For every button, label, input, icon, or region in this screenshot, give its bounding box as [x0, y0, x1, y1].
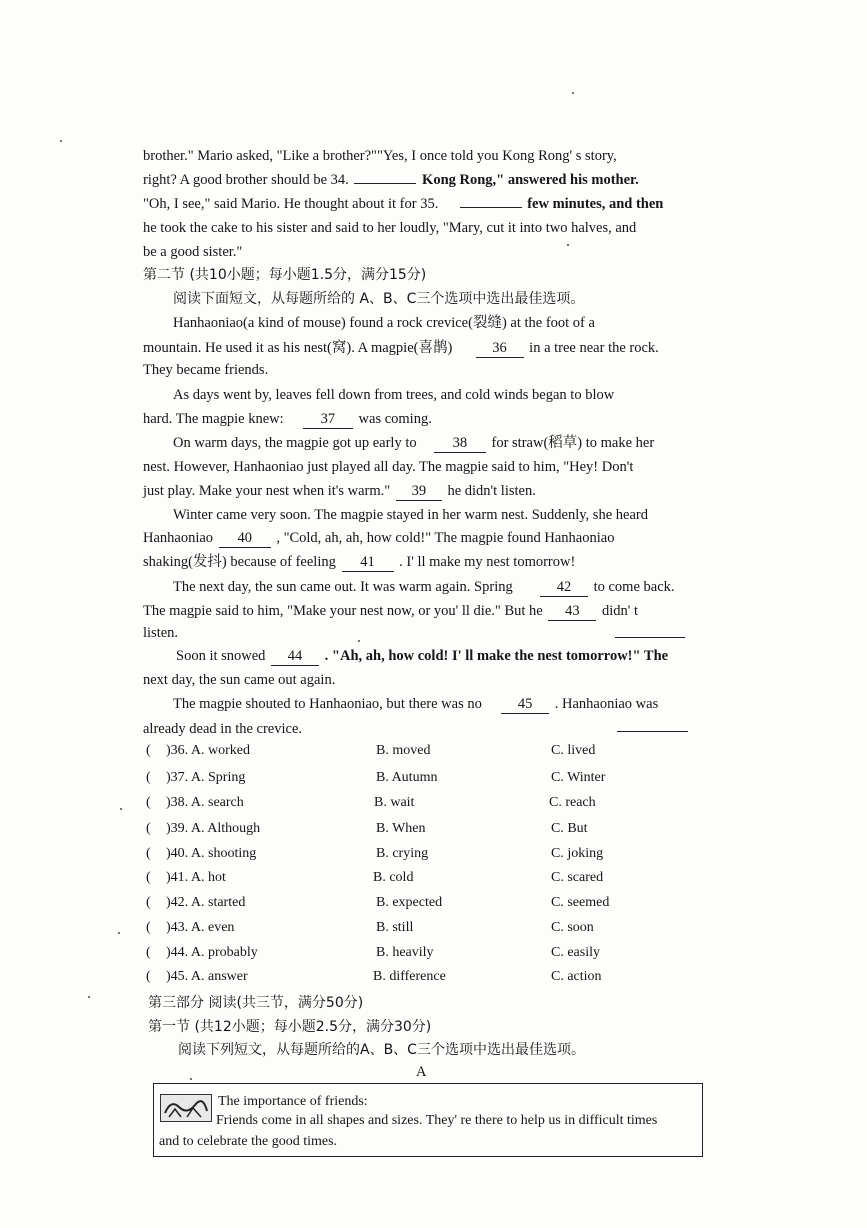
stray-rule — [617, 731, 688, 732]
blank-39: 39 — [396, 483, 442, 501]
option-b: B. wait — [374, 795, 415, 810]
blank-34 — [354, 183, 416, 184]
passage-line: Hanhaoniao 40 , "Cold, ah, ah, how cold!" The magpie found Hanhaoniao — [143, 530, 615, 546]
passage-line: just play. Make your nest when it's warm." 39 he didn't listen. — [143, 483, 536, 499]
intro-line-2: right? A good brother should be 34. Kong Rong," answered his mother. — [143, 172, 639, 188]
option-c: C. reach — [549, 795, 596, 810]
option-row-41: ( )41. A. hot B. cold C. scared — [143, 867, 743, 889]
section2-title: 第二节 (共10小题；每小题1.5分，满分15分) — [143, 267, 427, 283]
option-b: B. expected — [376, 895, 443, 910]
part3-section1-title: 第一节 (共12小题；每小题2.5分，满分30分) — [148, 1019, 432, 1035]
option-a: )42. A. started — [166, 895, 246, 910]
friends-logo-icon — [160, 1094, 212, 1122]
friends-logo-icon-svg — [161, 1095, 211, 1121]
option-b: B. When — [376, 821, 426, 836]
passage-line: The magpie said to him, "Make your nest now, or you' ll die." But he 43 didn' t — [143, 603, 639, 619]
option-b: B. still — [376, 920, 414, 935]
passage-line: On warm days, the magpie got up early to 38 for straw(稻草) to make her — [173, 435, 655, 451]
blank-43: 43 — [548, 603, 596, 621]
option-a: )39. A. Although — [166, 821, 261, 836]
option-a: )38. A. search — [166, 795, 244, 810]
passage-line: Hanhaoniao(a kind of mouse) found a rock crevice(裂缝) at the foot of a — [173, 315, 595, 331]
passage-line: listen. — [143, 625, 179, 641]
option-b: B. crying — [376, 846, 429, 861]
blank-42: 42 — [540, 579, 588, 597]
option-b: B. cold — [373, 870, 414, 885]
box-line-1: Friends come in all shapes and sizes. They' re there to help us in difficult times — [216, 1113, 658, 1128]
passage-line: shaking(发抖) because of feeling 41 . I' ll make my nest tomorrow! — [143, 554, 576, 570]
passage-letter: A — [416, 1064, 427, 1080]
scan-speck — [88, 996, 90, 998]
option-row-36: ( )36. A. worked B. moved C. lived — [143, 740, 743, 762]
option-a: )41. A. hot — [166, 870, 226, 885]
option-row-42: ( )42. A. started B. expected C. seemed — [143, 892, 743, 914]
option-c: C. joking — [551, 846, 604, 861]
option-c: C. action — [551, 969, 602, 984]
option-c: C. easily — [551, 945, 600, 960]
section2-instruction: 阅读下面短文，从每题所给的 A、B、C三个选项中选出最佳选项。 — [173, 291, 585, 307]
scan-speck — [190, 1078, 192, 1080]
passage-line: The next day, the sun came out. It was warm again. Spring 42 to come back. — [173, 579, 675, 595]
blank-38: 38 — [434, 435, 486, 453]
option-row-43: ( )43. A. even B. still C. soon — [143, 917, 743, 939]
blank-40: 40 — [219, 530, 271, 548]
option-a: )37. A. Spring — [166, 770, 246, 785]
passage-line: already dead in the crevice. — [143, 721, 303, 737]
passage-line: Winter came very soon. The magpie stayed in her warm nest. Suddenly, she heard — [173, 507, 648, 523]
intro-line-3: "Oh, I see," said Mario. He thought about it for 35. few minutes, and then — [143, 196, 664, 212]
passage-line: next day, the sun came out again. — [143, 672, 336, 688]
intro-line-1: brother." Mario asked, "Like a brother?""Yes, I once told you Kong Rong' s story, — [143, 148, 617, 164]
option-b: B. Autumn — [376, 770, 438, 785]
passage-line: They became friends. — [143, 362, 269, 378]
option-b: B. difference — [373, 969, 446, 984]
option-c: C. seemed — [551, 895, 610, 910]
option-row-39: ( )39. A. Although B. When C. But — [143, 818, 743, 840]
option-c: C. scared — [551, 870, 604, 885]
scan-speck — [358, 640, 360, 642]
passage-line: The magpie shouted to Hanhaoniao, but there was no 45 . Hanhaoniao was — [173, 696, 659, 712]
option-a: )40. A. shooting — [166, 846, 257, 861]
intro-line-5: be a good sister." — [143, 244, 243, 260]
passage-line: Soon it snowed 44 . "Ah, ah, how cold! I' ll make the nest tomorrow!" The — [176, 648, 669, 664]
scan-speck — [60, 140, 62, 142]
option-row-38: ( )38. A. search B. wait C. reach — [143, 792, 743, 814]
box-title: The importance of friends: — [218, 1094, 368, 1109]
scan-speck — [572, 92, 574, 94]
option-row-45: ( )45. A. answer B. difference C. action — [143, 966, 743, 988]
part3-instruction: 阅读下列短文，从每题所给的A、B、C三个选项中选出最佳选项。 — [178, 1042, 585, 1058]
passage-line: nest. However, Hanhaoniao just played all day. The magpie said to him, "Hey! Don't — [143, 459, 634, 475]
blank-41: 41 — [342, 554, 394, 572]
option-a: )43. A. even — [166, 920, 235, 935]
scan-speck — [567, 244, 569, 246]
option-c: C. But — [551, 821, 588, 836]
box-line-2: and to celebrate the good times. — [159, 1134, 338, 1149]
option-c: C. lived — [551, 743, 596, 758]
scan-speck — [120, 808, 122, 810]
blank-36: 36 — [476, 340, 524, 358]
passage-line: As days went by, leaves fell down from trees, and cold winds began to blow — [173, 387, 615, 403]
blank-44: 44 — [271, 648, 319, 666]
scan-speck — [118, 932, 120, 934]
option-row-40: ( )40. A. shooting B. crying C. joking — [143, 843, 743, 865]
option-row-44: ( )44. A. probably B. heavily C. easily — [143, 942, 743, 964]
blank-45: 45 — [501, 696, 549, 714]
blank-35 — [460, 207, 522, 208]
option-a: )44. A. probably — [166, 945, 258, 960]
passage-line: mountain. He used it as his nest(窝). A magpie(喜鹊) 36 in a tree near the rock. — [143, 340, 659, 356]
option-c: C. soon — [551, 920, 594, 935]
reading-passage-box — [153, 1083, 703, 1157]
passage-line: hard. The magpie knew: 37 was coming. — [143, 411, 432, 427]
option-c: C. Winter — [551, 770, 606, 785]
option-row-37: ( )37. A. Spring B. Autumn C. Winter — [143, 767, 743, 789]
stray-rule — [615, 637, 685, 638]
option-a: )45. A. answer — [166, 969, 248, 984]
blank-37: 37 — [303, 411, 353, 429]
intro-line-4: he took the cake to his sister and said to her loudly, "Mary, cut it into two halves, and — [143, 220, 637, 236]
part3-title: 第三部分 阅读(共三节，满分50分) — [148, 995, 364, 1011]
option-b: B. moved — [376, 743, 431, 758]
option-b: B. heavily — [376, 945, 434, 960]
option-a: )36. A. worked — [166, 743, 250, 758]
